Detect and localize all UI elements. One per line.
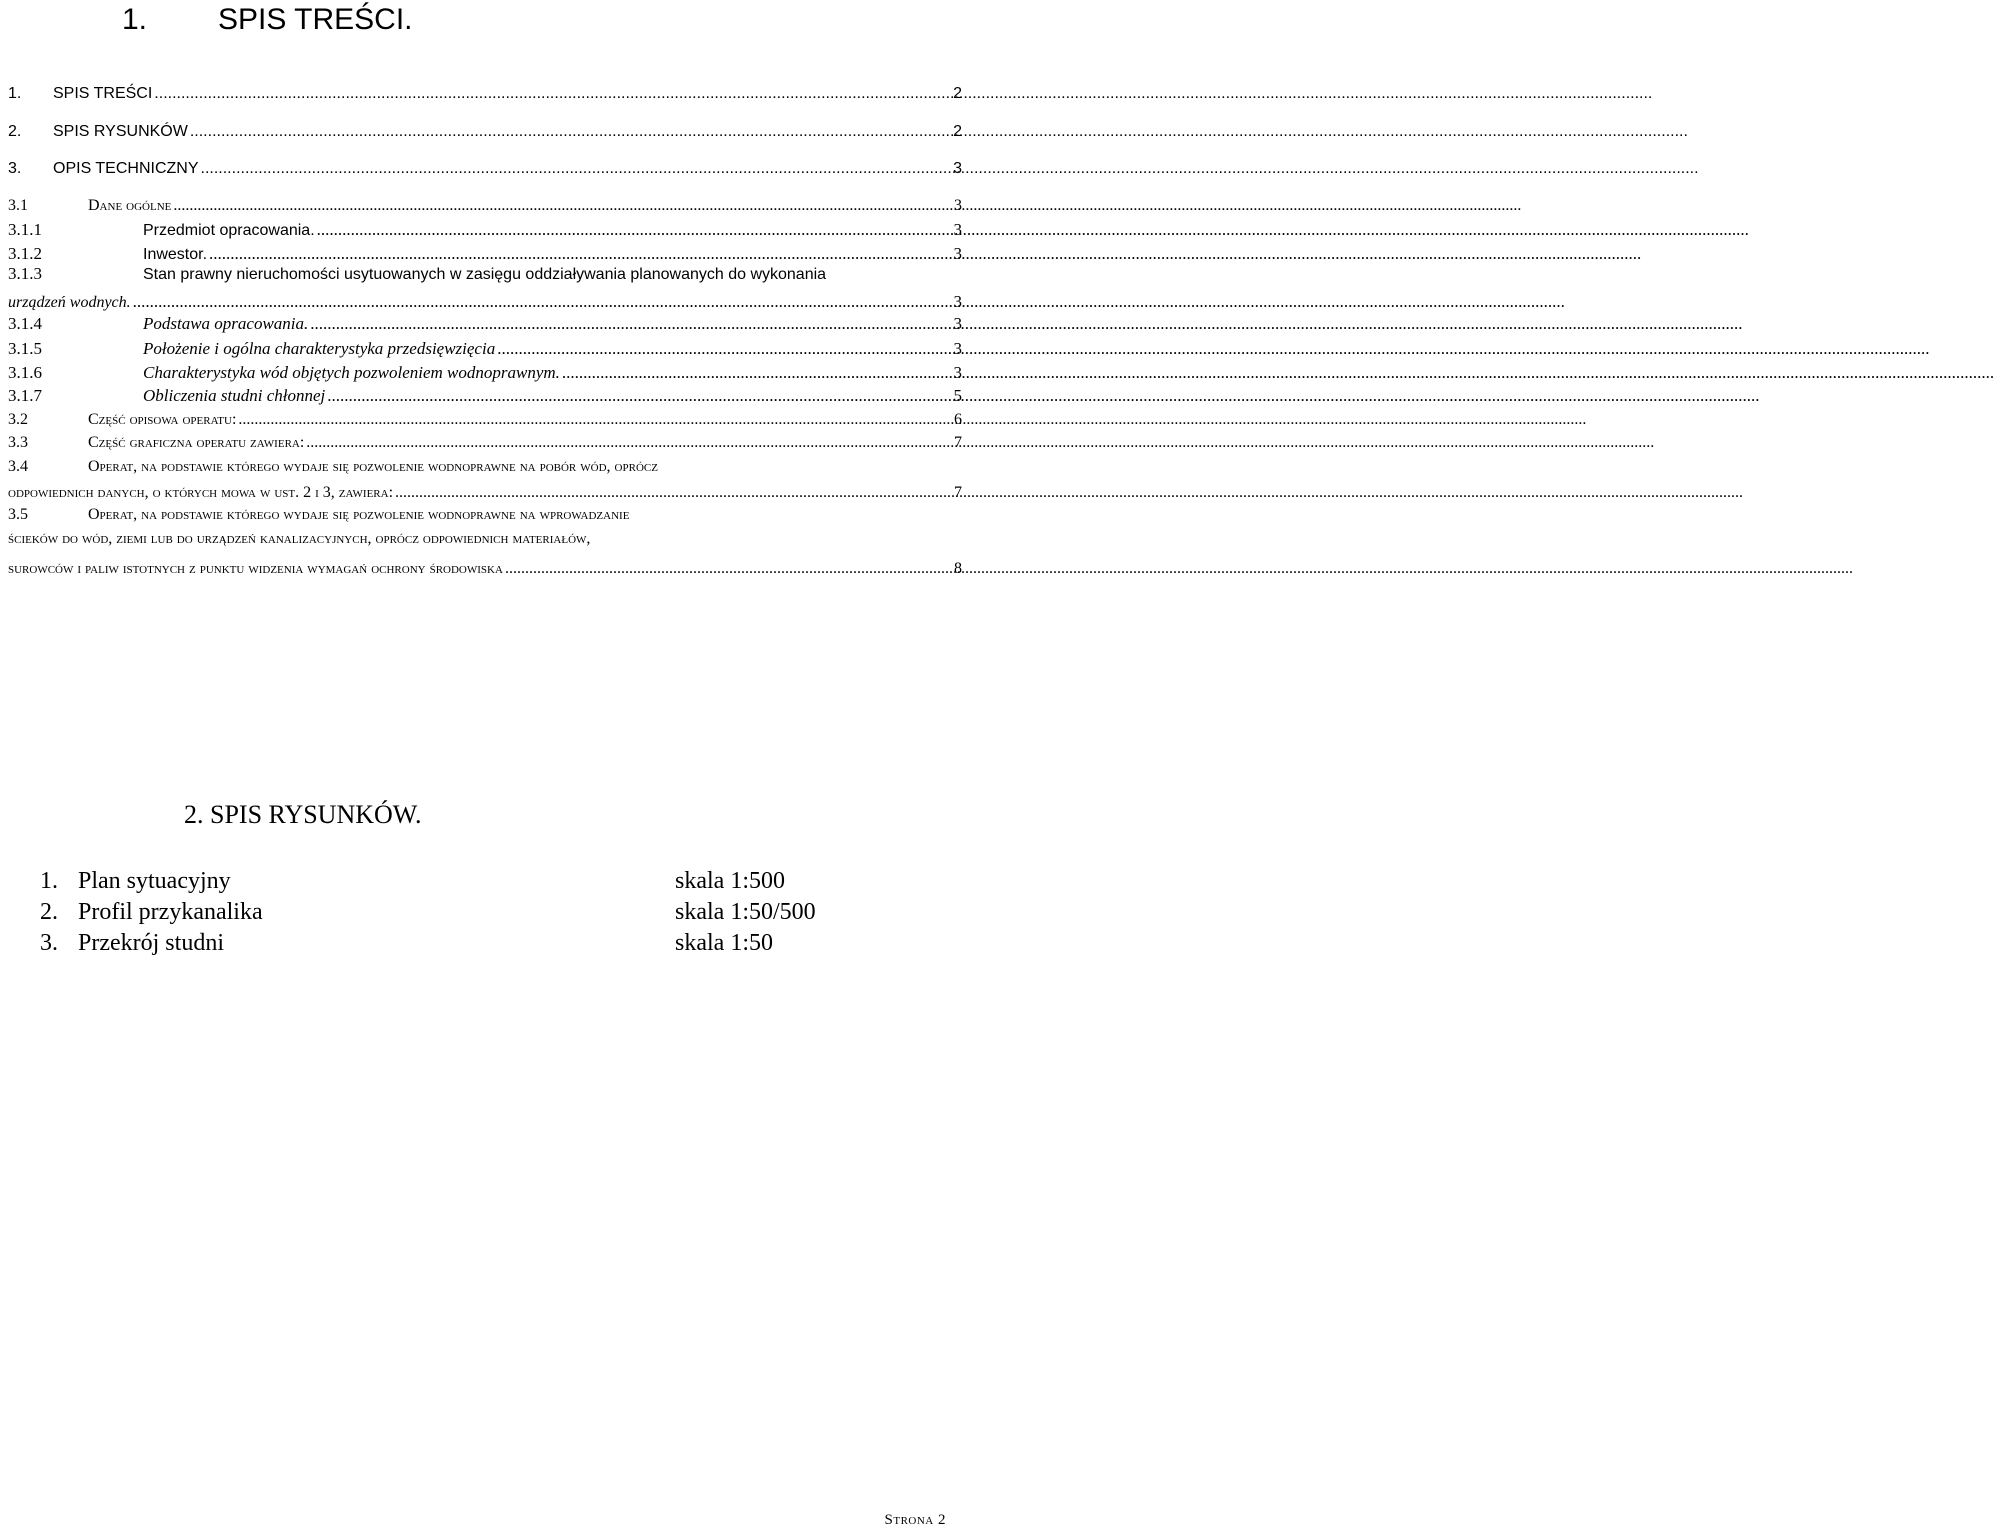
toc-entry-title: Inwestor.: [143, 246, 208, 263]
toc-entry-title-line2: odpowiednich danych, o których mowa w ust. 2 i 3, zawiera:: [8, 484, 394, 501]
toc-entry[interactable]: [8, 405, 962, 429]
toc-entry-number: 3.1.5: [8, 339, 42, 358]
toc-entry[interactable]: [8, 264, 962, 312]
toc-entry-page: 3: [953, 244, 962, 263]
drawing-number: 2.: [40, 899, 58, 925]
toc-entry-page: 8: [954, 560, 962, 577]
drawing-title: Przekrój studni: [78, 930, 224, 956]
toc-entry[interactable]: [8, 506, 962, 578]
toc-leader-dots: [497, 339, 950, 359]
drawing-scale: skala 1:50/500: [675, 899, 816, 925]
toc-leader-dots: [173, 197, 951, 215]
toc-leader-dots: [209, 244, 950, 264]
toc-entry-title: Położenie i ogólna charakterystyka przedsięwzięcia: [143, 339, 496, 358]
drawing-list-item: [40, 866, 920, 897]
drawings-list: [40, 866, 920, 959]
toc-entry-page: 3: [953, 339, 962, 358]
page-title-number: 1.: [122, 3, 148, 36]
drawing-list-item: [40, 928, 920, 959]
toc-entry-number: 3.5: [8, 506, 28, 523]
toc-entry-number: 3.1.7: [8, 386, 42, 405]
toc-leader-dots: [201, 160, 951, 178]
toc-leader-dots: [190, 123, 950, 141]
toc-entry-title-line1: Stan prawny nieruchomości usytuowanych w zasięgu oddziaływania planowanych do wykonania: [143, 266, 827, 283]
toc-entry-number: 3.4: [8, 458, 28, 475]
toc-entry[interactable]: [8, 191, 962, 215]
toc-entry-number: 3.3: [8, 434, 28, 451]
toc-entry-title: OPIS TECHNICZNY: [53, 160, 199, 177]
page-title: [122, 0, 413, 40]
drawings-heading-number: 2.: [184, 800, 204, 829]
toc-entry-title-line3: surowców i paliw istotnych z punktu widzenia wymagań ochrony środowiska: [8, 560, 503, 577]
toc-entry[interactable]: [8, 310, 962, 334]
toc-leader-dots: [238, 411, 951, 429]
drawing-title: Profil przykanalika: [78, 899, 263, 925]
drawing-number: 3.: [40, 930, 58, 956]
toc-entry-page: 7: [954, 434, 962, 451]
toc-leader-dots: [317, 220, 951, 240]
toc-entry-page: 3: [953, 220, 962, 239]
toc-entry-title: SPIS RYSUNKÓW: [53, 123, 188, 140]
toc-leader-dots: [327, 386, 950, 406]
drawings-heading-text: SPIS RYSUNKÓW.: [210, 800, 422, 829]
toc-entry-number: 3.1.4: [8, 314, 42, 333]
toc-entry-number: 1.: [8, 85, 22, 102]
toc-entry-page: 3: [953, 160, 962, 177]
toc-entry-number: 3.1.1: [8, 220, 42, 239]
toc-entry[interactable]: [8, 117, 962, 141]
toc-entry[interactable]: [8, 458, 962, 502]
toc-entry[interactable]: [8, 428, 962, 452]
drawings-heading: [184, 797, 421, 833]
toc-leader-dots: [395, 484, 951, 502]
toc-leader-dots: [310, 314, 950, 334]
page-footer-number: Strona 2: [884, 1512, 946, 1528]
toc-entry[interactable]: [8, 216, 962, 240]
toc-entry-number: 2.: [8, 123, 22, 140]
toc-entry-number: 3.1.2: [8, 244, 42, 263]
toc-entry-title: Przedmiot opracowania.: [143, 222, 315, 239]
toc-entry-page: 6: [954, 411, 962, 428]
toc-entry-title-line2: ścieków do wód, ziemi lub do urządzeń kanalizacyjnych, oprócz odpowiednich materiałów,: [8, 530, 591, 547]
toc-entry-number: 3.1.3: [8, 264, 42, 283]
toc-entry-number: 3.1.6: [8, 363, 42, 382]
toc-entry-page: 3: [953, 363, 962, 382]
toc-entry-page: 5: [953, 386, 962, 405]
toc-leader-dots: [505, 560, 951, 578]
toc-entry-number: 3.1: [8, 197, 28, 214]
toc-leader-dots: [154, 85, 950, 103]
toc-leader-dots: [306, 434, 951, 452]
toc-entry-title-line2: urządzeń wodnych.: [8, 294, 131, 311]
toc-entry-page: 2: [953, 123, 962, 140]
toc-entry-title: Podstawa opracowania.: [143, 314, 309, 333]
toc-entry-title: Dane ogólne: [88, 197, 172, 214]
drawing-scale: skala 1:50: [675, 930, 773, 956]
toc-entry[interactable]: [8, 240, 962, 264]
drawing-number: 1.: [40, 868, 58, 894]
toc-entry[interactable]: [8, 154, 962, 178]
toc-entry[interactable]: [8, 359, 962, 383]
toc-entry-title-line1: Operat, na podstawie którego wydaje się pozwolenie wodnoprawne na pobór wód, oprócz: [88, 458, 658, 475]
toc-entry-title: Część opisowa operatu:: [88, 411, 237, 428]
toc-entry[interactable]: [8, 335, 962, 359]
toc-leader-dots: [133, 292, 951, 312]
drawing-title: Plan sytuacyjny: [78, 868, 231, 894]
toc-entry-title: Obliczenia studni chłonnej: [143, 386, 326, 405]
toc-entry-page: 3: [953, 314, 962, 333]
toc-entry-page: 7: [954, 484, 962, 501]
drawing-list-item: [40, 897, 920, 928]
toc-entry[interactable]: [8, 79, 962, 103]
toc-entry-title: Charakterystyka wód objętych pozwoleniem wodnoprawnym.: [143, 363, 560, 382]
page-title-text: SPIS TREŚCI.: [218, 3, 413, 36]
toc-entry-page: 2: [953, 85, 962, 102]
toc-leader-dots: [562, 363, 951, 383]
toc-entry[interactable]: [8, 382, 962, 406]
drawing-scale: skala 1:500: [675, 868, 785, 894]
toc-entry-title-line1: Operat, na podstawie którego wydaje się pozwolenie wodnoprawne na wprowadzanie: [88, 506, 630, 523]
toc-entry-page: 3: [953, 292, 962, 311]
toc-entry-title: SPIS TREŚCI: [53, 85, 153, 102]
toc-entry-number: 3.: [8, 160, 22, 177]
toc-entry-title: Część graficzna operatu zawiera:: [88, 434, 305, 451]
toc-entry-page: 3: [954, 197, 962, 214]
toc-entry-number: 3.2: [8, 411, 28, 428]
